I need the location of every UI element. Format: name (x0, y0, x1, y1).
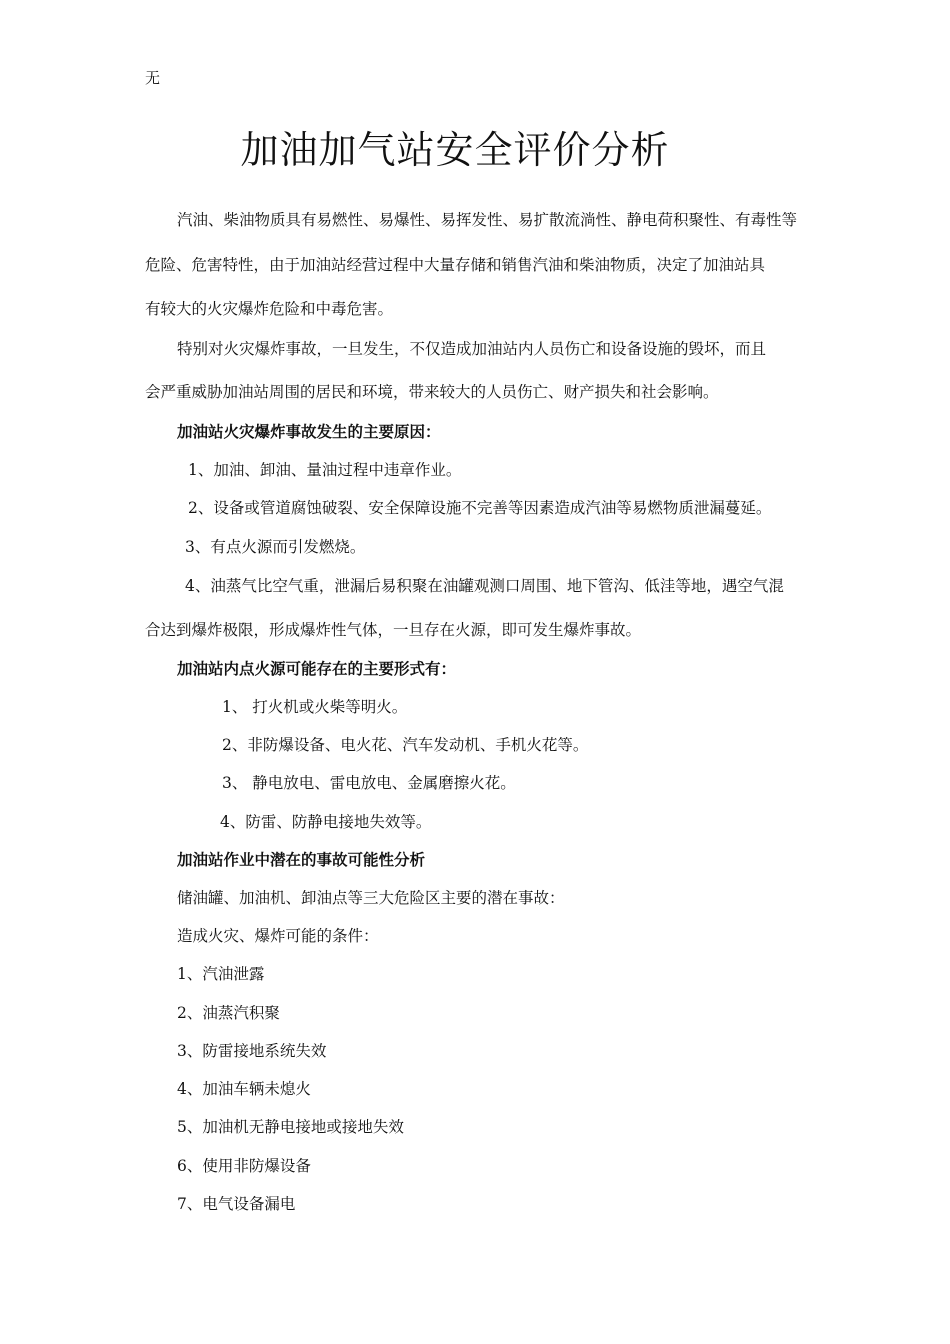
analysis-line-1: 储油罐、加油机、卸油点等三大危险区主要的潜在事故： (177, 889, 565, 907)
document-title: 加油加气站安全评价分析 (240, 128, 670, 172)
causes-heading: 加油站火灾爆炸事故发生的主要原因： (177, 422, 441, 441)
condition-item-1: 1、汽油泄露 (177, 965, 265, 983)
cause-item-3: 3、有点火源而引发燃烧。 (185, 538, 366, 556)
cause-item-2: 2、设备或管道腐蚀破裂、安全保障设施不完善等因素造成汽油等易燃物质泄漏蔓延。 (188, 499, 772, 517)
condition-item-3: 3、防雷接地系统失效 (177, 1042, 327, 1060)
intro-p1-line1: 汽油、柴油物质具有易燃性、易爆性、易挥发性、易扩散流淌性、静电荷积聚性、有毒性等 (177, 211, 798, 229)
condition-item-2: 2、油蒸汽积聚 (177, 1004, 280, 1022)
cause-item-4-line1: 4、油蒸气比空气重，泄漏后易积聚在油罐观测口周围、地下管沟、低洼等地，遇空气混 (185, 577, 784, 595)
intro-p2-line1: 特别对火灾爆炸事故，一旦发生，不仅造成加油站内人员伤亡和设备设施的毁坏，而且 (177, 340, 767, 358)
ignition-item-1: 1、 打火机或火柴等明火。 (222, 698, 408, 716)
cause-item-1: 1、加油、卸油、量油过程中违章作业。 (188, 461, 462, 479)
condition-item-4: 4、加油车辆未熄火 (177, 1080, 311, 1098)
analysis-heading: 加油站作业中潜在的事故可能性分析 (177, 850, 426, 869)
intro-p2-line2: 会严重威胁加油站周围的居民和环境，带来较大的人员伤亡、财产损失和社会影响。 (145, 383, 719, 401)
condition-item-6: 6、使用非防爆设备 (177, 1157, 311, 1175)
ignition-item-3: 3、 静电放电、雷电放电、金属磨擦火花。 (222, 774, 516, 792)
condition-item-7: 7、电气设备漏电 (177, 1195, 296, 1213)
intro-p1-line2: 危险、危害特性，由于加油站经营过程中大量存储和销售汽油和柴油物质，决定了加油站具 (145, 256, 766, 274)
ignition-heading: 加油站内点火源可能存在的主要形式有： (177, 659, 457, 678)
header-mark: 无 (145, 69, 161, 87)
cause-item-4-line2: 合达到爆炸极限，形成爆炸性气体，一旦存在火源，即可发生爆炸事故。 (145, 621, 642, 639)
ignition-item-2: 2、非防爆设备、电火花、汽车发动机、手机火花等。 (222, 736, 589, 754)
analysis-line-2: 造成火灾、爆炸可能的条件： (177, 927, 379, 945)
intro-p1-line3: 有较大的火灾爆炸危险和中毒危害。 (145, 300, 394, 318)
condition-item-5: 5、加油机无静电接地或接地失效 (177, 1118, 404, 1136)
ignition-item-4: 4、防雷、防静电接地失效等。 (220, 813, 432, 831)
